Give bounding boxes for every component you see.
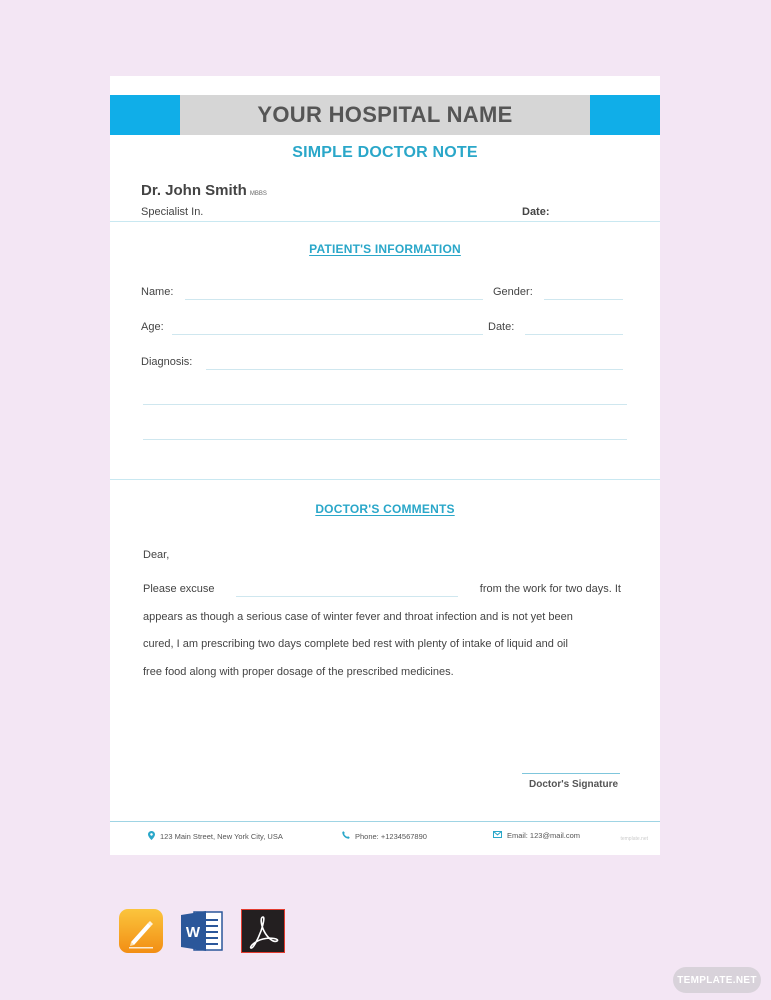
- footer-email: [493, 831, 580, 840]
- phone-icon: [342, 831, 350, 841]
- specialist-label: Specialist In.: [141, 206, 204, 218]
- age-field[interactable]: [172, 334, 483, 335]
- gender-label: Gender:: [493, 286, 533, 298]
- age-label: Age:: [141, 321, 164, 333]
- diagnosis-field-line-2[interactable]: [143, 404, 627, 405]
- diagnosis-field[interactable]: [206, 369, 623, 370]
- note-title: SIMPLE DOCTOR NOTE: [292, 144, 478, 161]
- signature-line[interactable]: [522, 773, 620, 774]
- comment-line-3: cured, I am prescribing two days complete bed rest with plenty of intake of liquid and oil: [143, 638, 568, 650]
- comment-line-2: appears as though a serious case of winter fever and throat infection and is not yet been: [143, 610, 573, 623]
- doctor-name: Dr. John Smith: [141, 182, 247, 199]
- signature-label: Doctor's Signature: [529, 779, 619, 790]
- document-watermark: template.net: [620, 836, 648, 842]
- address-text: 123 Main Street, New York City, USA: [160, 832, 283, 841]
- email-text: Email: 123@mail.com: [507, 831, 581, 840]
- diagnosis-field-line-3[interactable]: [143, 439, 627, 440]
- excuse-row: [143, 576, 621, 604]
- comments-paragraph: [143, 576, 621, 686]
- salutation: Dear,: [143, 549, 170, 561]
- excuse-prefix: Please excuse: [143, 583, 215, 595]
- location-pin-icon: [148, 831, 155, 842]
- patient-date-label: Date:: [488, 321, 515, 333]
- divider: [110, 221, 660, 222]
- word-icon[interactable]: [180, 909, 224, 953]
- name-label: Name:: [141, 286, 174, 298]
- patient-name-blank[interactable]: [236, 596, 458, 597]
- comments-section-title: [110, 502, 660, 516]
- diagnosis-label: Diagnosis:: [141, 356, 193, 368]
- header-accent-right: [590, 95, 660, 135]
- envelope-icon: [493, 831, 502, 840]
- patient-section-title: [110, 242, 660, 256]
- svg-text:W: W: [185, 924, 201, 941]
- gender-field[interactable]: [544, 299, 623, 300]
- header-bar: [110, 95, 660, 135]
- pdf-icon[interactable]: [241, 909, 285, 953]
- divider: [110, 479, 660, 480]
- header-date-label: Date:: [522, 206, 550, 218]
- comment-line-4: free food along with proper dosage of the prescribed medicines.: [143, 665, 454, 678]
- template-net-badge[interactable]: TEMPLATE.NET: [673, 967, 761, 993]
- excuse-suffix: from the work for two days. It: [479, 583, 621, 595]
- doctor-name-row: [141, 182, 267, 199]
- patient-date-field[interactable]: [525, 334, 623, 335]
- phone-text: Phone: +1234567890: [355, 831, 427, 841]
- doctor-note-document: [110, 76, 660, 855]
- name-field[interactable]: [185, 299, 483, 300]
- footer-divider: [110, 821, 660, 822]
- header-accent-left: [110, 95, 180, 135]
- header-title-box: [180, 95, 590, 135]
- doctor-degree: MBBS: [249, 191, 267, 197]
- pages-icon[interactable]: [119, 909, 163, 953]
- comments-section-title-text: DOCTOR'S COMMENTS: [315, 502, 455, 516]
- footer-address: [148, 831, 283, 842]
- hospital-name: YOUR HOSPITAL NAME: [257, 102, 513, 127]
- footer-phone: [342, 831, 427, 841]
- patient-section-title-text: PATIENT'S INFORMATION: [309, 242, 461, 256]
